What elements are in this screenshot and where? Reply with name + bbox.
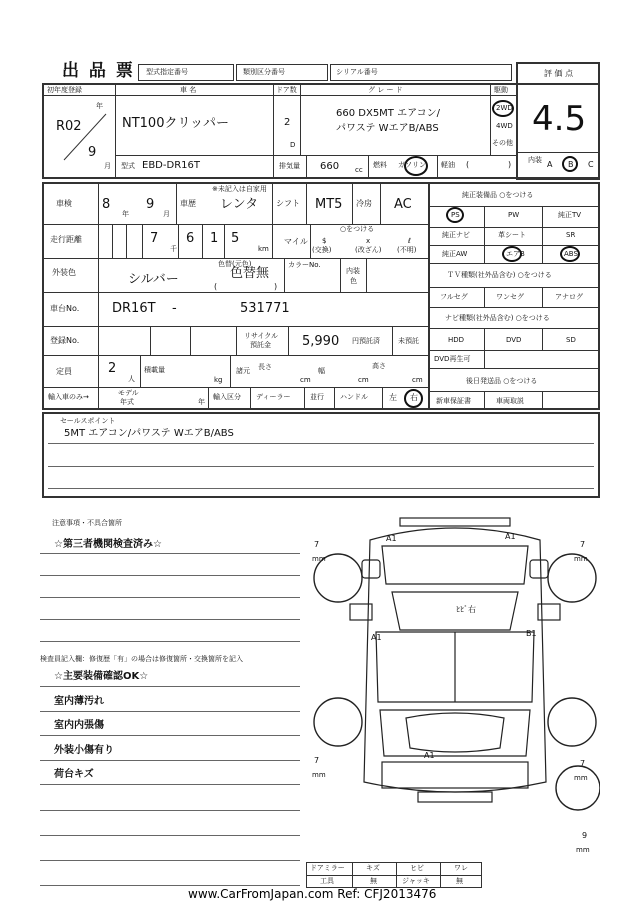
meter-exchange-sym: $ xyxy=(322,237,327,245)
mark-a1-front-right: A1 xyxy=(505,532,516,541)
repaint-value: 色替無 xyxy=(230,266,270,281)
mark-a1-bed: A1 xyxy=(424,751,435,760)
equip-airbag: エアB xyxy=(506,250,525,258)
equip-abs-circle xyxy=(560,246,580,262)
tread-rr: 7 xyxy=(580,759,586,768)
tv-type-title: ＴＶ種類(社外品含む) ○をつける xyxy=(447,271,552,279)
wheel-rear-right xyxy=(548,698,596,746)
tread-rl-mm: mm xyxy=(312,771,326,779)
serial-label: シリアル番号 xyxy=(336,68,378,76)
tread-spare-mm: mm xyxy=(576,846,590,854)
later-warranty: 新車保証書 xyxy=(436,397,471,405)
inspector-label: 検査員記入欄：修復歴「有」の場合は修復箇所・交換箇所を記入 xyxy=(40,655,243,663)
repaint-paren-open: ( xyxy=(214,282,218,291)
caution-line1: ☆第三者機関検査済み☆ xyxy=(54,539,162,550)
color-label: 外装色 xyxy=(52,268,76,277)
inspector-line-1: 室内薄汚れ xyxy=(54,696,104,707)
import-label: 輸入車のみ→ xyxy=(48,393,89,401)
navi-dvd: DVD xyxy=(506,336,522,344)
interior-c: C xyxy=(588,160,594,169)
first-reg-month: 9 xyxy=(88,145,97,160)
recycle-deposited: 円預託済 xyxy=(352,337,380,345)
legend-scratch: キズ xyxy=(366,864,380,872)
mileage-km: km xyxy=(258,245,269,253)
import-parallel: 並行 xyxy=(310,393,324,401)
meter-exchange: (交換) xyxy=(312,246,332,254)
wheel-spare xyxy=(556,766,600,810)
capacity-value: 2 xyxy=(108,361,117,376)
import-dealer: ディーラー xyxy=(256,393,291,401)
door-count: 2 xyxy=(284,117,291,128)
front-bumper xyxy=(400,518,510,526)
repaint-label: 色替(元色) xyxy=(218,260,252,268)
interior-b: B xyxy=(568,160,574,169)
door-label: ドア数 xyxy=(276,86,297,94)
interior-a: A xyxy=(547,160,553,169)
mileage-digit-7: 7 xyxy=(150,231,159,246)
later-manual: 車両取説 xyxy=(496,397,524,405)
tread-fr-mm: mm xyxy=(574,555,588,563)
history-note: ※未記入は自家用 xyxy=(212,185,267,193)
drive-2wd-circle xyxy=(492,100,514,117)
model-year-label2: 年式 xyxy=(120,398,134,406)
handle-left: 左 xyxy=(389,393,397,402)
mark-a1-left-door: A1 xyxy=(371,633,382,642)
mark-a1-front-left: A1 xyxy=(386,534,397,543)
cab-roof xyxy=(392,592,518,630)
rating-label: 評 価 点 xyxy=(544,69,574,78)
inspector-line-2: 室内内張傷 xyxy=(54,720,104,731)
drive-2wd: 2WD xyxy=(496,104,513,112)
length-cm: cm xyxy=(300,376,311,384)
category-label: 類別区分番号 xyxy=(243,68,285,76)
capacity-unit: 人 xyxy=(128,375,135,383)
handle-right: 右 xyxy=(410,393,418,402)
legend-dent: ワレ xyxy=(454,864,468,872)
type-code-label: 型式指定番号 xyxy=(146,68,188,76)
fuel-paren-close: ) xyxy=(508,160,512,169)
cooler-label: 冷房 xyxy=(356,199,372,208)
interior-b-circle xyxy=(562,156,578,172)
month-unit: 月 xyxy=(104,162,111,170)
navi-type-title: ナビ種類(社外品含む) ○をつける xyxy=(445,314,550,322)
inspection-month-unit: 月 xyxy=(163,210,170,218)
rating-value: 4.5 xyxy=(532,99,587,139)
width-label: 幅 xyxy=(318,367,325,375)
tread-fl-mm: mm xyxy=(312,555,326,563)
cooler-value: AC xyxy=(394,197,412,212)
legend-tools-none: 無 xyxy=(370,877,377,885)
recycle-not: 未預託 xyxy=(398,337,419,345)
equip-tv: 純正TV xyxy=(558,211,582,219)
reg-label: 登録No. xyxy=(50,336,80,345)
navi-hdd: HDD xyxy=(448,336,465,344)
interior-color-label2: 色 xyxy=(350,277,357,285)
drive-other: その他 xyxy=(492,139,513,147)
equip-pw: PW xyxy=(508,211,520,219)
width-cm: cm xyxy=(358,376,369,384)
mirror-right xyxy=(530,560,548,578)
length-label: 長さ xyxy=(258,363,272,371)
legend-tools: 工具 xyxy=(320,877,334,885)
door-d: D xyxy=(290,141,296,149)
later-title: 後日発送品 ○をつける xyxy=(466,377,538,385)
meter-unknown-sym: ℓ xyxy=(408,237,411,245)
first-reg-era-year: R02 xyxy=(56,119,82,134)
color-no-label: カラーNo. xyxy=(288,261,321,269)
mileage-label: 走行距離 xyxy=(50,235,82,244)
car-name-label: 車 名 xyxy=(180,86,197,94)
year-unit: 年 xyxy=(96,102,103,110)
grade-line2: パワステ WエアB/ABS xyxy=(336,123,439,134)
meter-tamper-sym: x xyxy=(366,237,371,245)
wheel-front-right xyxy=(548,554,596,602)
legend-door-mirror: ドアミラー xyxy=(310,864,345,872)
vehicle-diagram xyxy=(310,512,600,892)
chassis-label: 車台No. xyxy=(50,304,80,313)
first-reg-label: 初年度登録 xyxy=(47,86,82,94)
tread-rl: 7 xyxy=(314,756,320,765)
sales-text: 5MT エアコン/パワステ WエアB/ABS xyxy=(64,428,234,439)
inspector-line-4: 荷台キズ xyxy=(54,769,94,780)
mark-b1-right-door: B1 xyxy=(526,629,537,638)
inspector-line-0: ☆主要装備確認OK☆ xyxy=(54,671,149,682)
dims-label: 諸元 xyxy=(236,367,250,375)
rear-gate xyxy=(382,762,528,788)
model-label: 型式 xyxy=(121,162,135,170)
recycle-label2: 預託金 xyxy=(250,341,271,349)
inspector-line-3: 外装小傷有り xyxy=(54,745,114,756)
displacement-label: 排気量 xyxy=(279,162,300,170)
model-year-label1: モデル xyxy=(118,389,139,397)
mileage-thousand: 千 xyxy=(170,245,177,253)
first-reg-slash xyxy=(62,112,108,162)
fuel-diesel: 軽油 xyxy=(441,161,455,169)
legend-jack-none: 無 xyxy=(456,877,463,885)
form-title: 出 品 票 xyxy=(62,61,135,81)
shift-value: MT5 xyxy=(315,197,343,212)
drive-label: 駆動 xyxy=(494,86,508,94)
height-label: 高さ xyxy=(372,362,386,370)
displacement-value: 660 xyxy=(320,161,340,172)
inspection-year: 8 xyxy=(102,197,111,212)
fuel-label: 燃料 xyxy=(373,161,387,169)
height-cm: cm xyxy=(412,376,423,384)
capacity-label: 定員 xyxy=(56,367,72,376)
equip-ps-circle xyxy=(446,207,464,223)
tread-fr: 7 xyxy=(580,540,586,549)
bed-floor xyxy=(380,710,530,756)
tread-rr-mm: mm xyxy=(574,774,588,782)
car-name: NT100クリッパー xyxy=(122,116,229,131)
chassis-number: 531771 xyxy=(240,301,290,316)
caution-label: 注意事項・不具合箇所 xyxy=(52,519,122,527)
mirror-left xyxy=(362,560,380,578)
dvd-player: DVD再生可 xyxy=(434,355,471,363)
equip-aw: 純正AW xyxy=(442,250,468,258)
equip-ps: PS xyxy=(451,211,460,219)
chassis-dash: - xyxy=(172,301,177,316)
equip-leather: 革シート xyxy=(498,231,526,239)
interior-color-label1: 内装 xyxy=(346,267,360,275)
equip-abs: ABS xyxy=(564,250,578,258)
tv-one-seg: ワンセグ xyxy=(496,293,524,301)
fuel-paren-open: ( xyxy=(466,160,470,169)
inspection-year-unit: 年 xyxy=(122,210,129,218)
fuel-gasoline-circle xyxy=(404,156,428,176)
meter-unknown: (不明) xyxy=(397,246,417,254)
inspection-month: 9 xyxy=(146,197,155,212)
mileage-digit-6: 6 xyxy=(186,231,195,246)
section-sales xyxy=(42,412,600,498)
footer-watermark: www.CarFromJapan.com Ref: CFJ2013476 xyxy=(188,887,437,901)
mileage-digit-1: 1 xyxy=(210,231,219,246)
meter-tamper: (改ざん) xyxy=(355,246,382,254)
meter-circle-note: ○をつける xyxy=(340,225,375,233)
sales-label: セールスポイント xyxy=(60,417,116,425)
tread-fl: 7 xyxy=(314,540,320,549)
windshield xyxy=(382,546,528,584)
legend-jack: ジャッキ xyxy=(402,877,430,885)
recycle-label1: リサイクル xyxy=(244,332,279,340)
legend-crack: ヒビ xyxy=(410,864,424,872)
history-label: 車歴 xyxy=(180,199,196,208)
handle-label: ハンドル xyxy=(340,393,368,401)
drive-4wd: 4WD xyxy=(496,122,513,130)
load-label: 積載量 xyxy=(144,366,165,374)
grade-line1: 660 DX5MT エアコン/ xyxy=(336,108,440,119)
recycle-fee: 5,990 xyxy=(302,334,340,349)
genuine-title: 純正装備品 ○をつける xyxy=(462,191,534,199)
color-value: シルバー xyxy=(128,272,179,287)
load-kg: kg xyxy=(214,376,223,384)
tread-spare: 9 xyxy=(582,831,588,840)
history-value: レンタ xyxy=(220,197,259,212)
wheel-rear-left xyxy=(314,698,362,746)
inspection-label: 車検 xyxy=(56,199,72,208)
shift-label: シフト xyxy=(276,199,300,208)
equip-navi: 純正ナビ xyxy=(442,231,470,239)
model-value: EBD-DR16T xyxy=(142,160,200,171)
grade-label: グ レ ー ド xyxy=(368,86,403,94)
handle-right-circle xyxy=(404,389,423,408)
fuel-gasoline: ガソリン xyxy=(398,161,426,169)
mileage-mile: マイル xyxy=(284,237,308,246)
repaint-paren-close: ) xyxy=(274,282,278,291)
interior-grade-label: 内装 xyxy=(528,156,542,164)
import-type-label: 輸入区分 xyxy=(213,393,241,401)
equip-airbag-circle xyxy=(502,246,522,262)
displacement-unit: cc xyxy=(355,166,363,174)
bed-panel xyxy=(406,713,504,752)
mark-hibi-right: ﾋﾋﾞ右 xyxy=(456,605,476,614)
equip-sr: SR xyxy=(566,231,576,239)
model-year-unit: 年 xyxy=(198,398,205,406)
chassis-prefix: DR16T xyxy=(112,301,156,316)
mileage-digit-5: 5 xyxy=(231,231,240,246)
rear-bumper xyxy=(418,792,492,802)
tv-analog: アナログ xyxy=(555,293,583,301)
navi-sd: SD xyxy=(566,336,576,344)
tv-full-seg: フルセグ xyxy=(440,293,468,301)
